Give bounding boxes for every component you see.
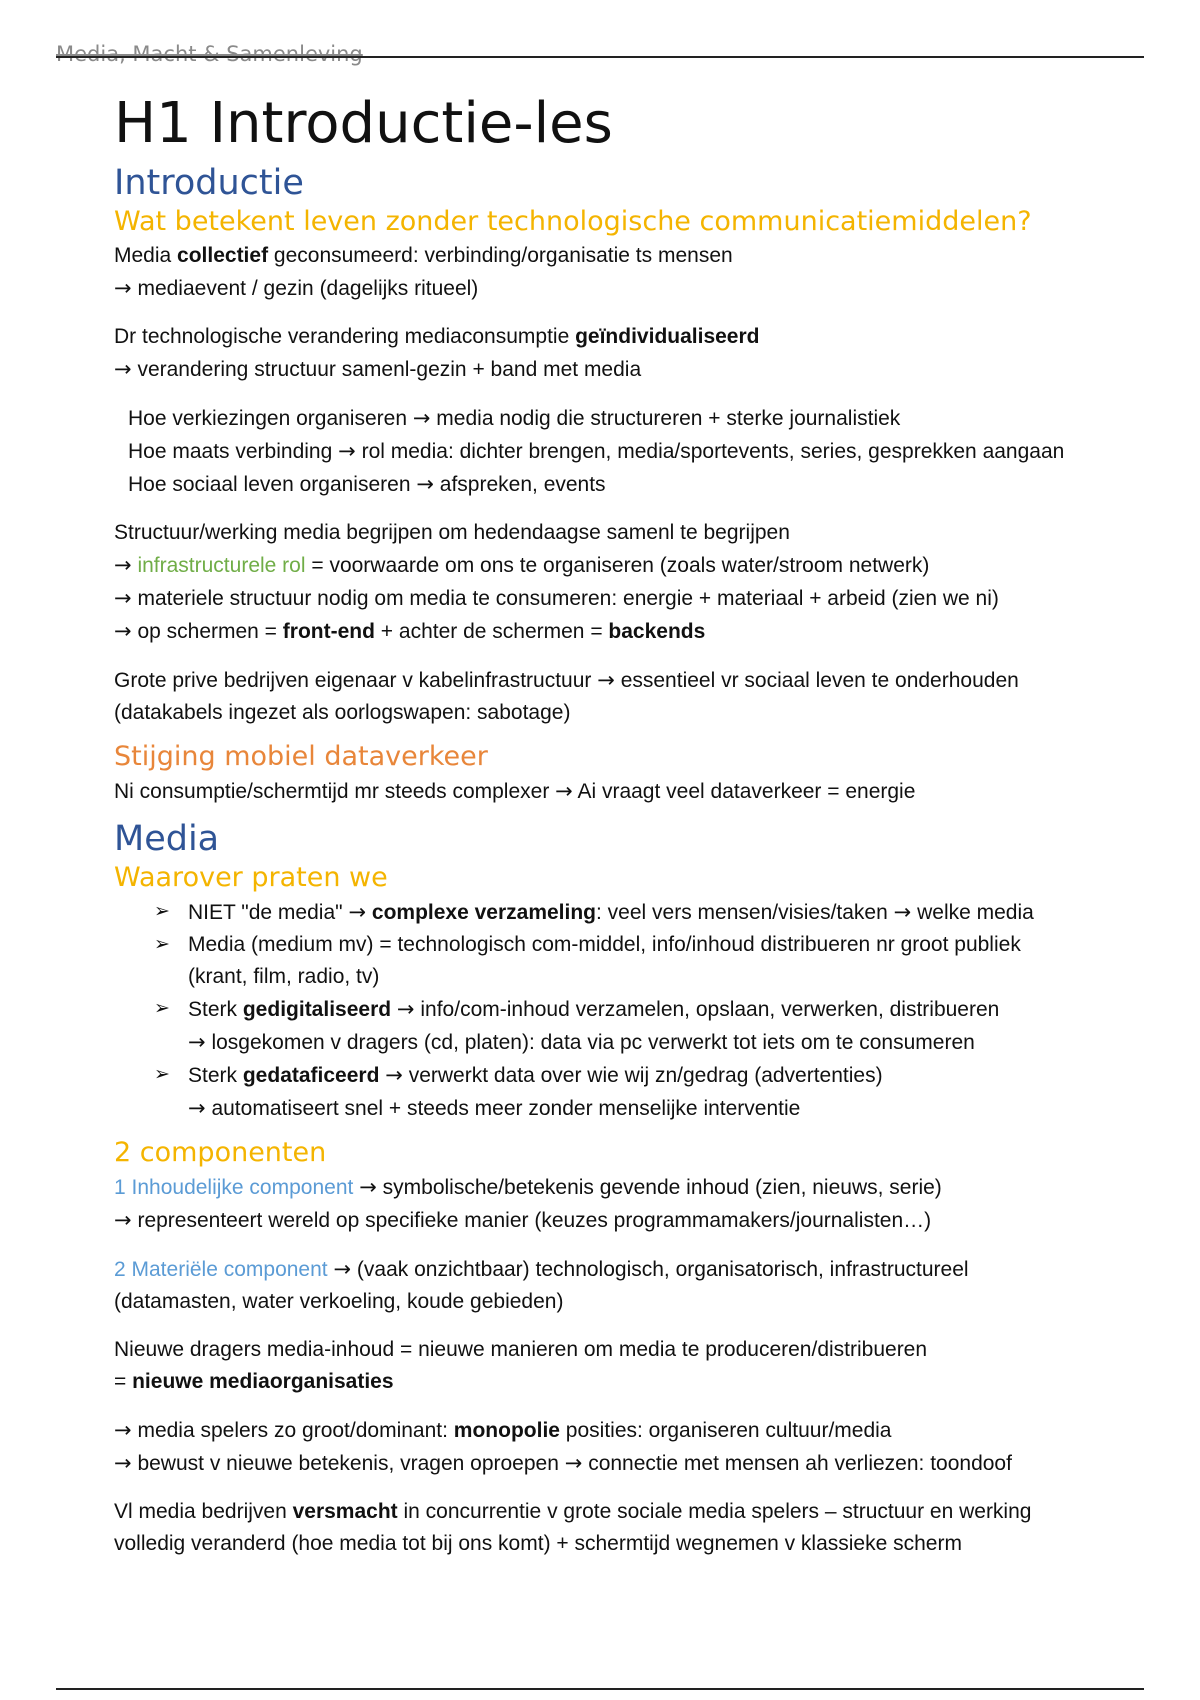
arrow-icon: →: [114, 553, 132, 577]
arrow-icon: →: [333, 1257, 352, 1281]
subheading-leven-zonder: Wat betekent leven zonder technologische communicatiemiddelen?: [114, 206, 1032, 237]
paragraph-line: → representeert wereld op specifieke manier (keuzes programmamakers/journalisten…): [114, 1208, 932, 1232]
paragraph-line: → mediaevent / gezin (dagelijks ritueel): [114, 276, 479, 300]
paragraph-line: Hoe maats verbinding → rol media: dichter brengen, media/sportevents, series, gesprekken aangaan: [128, 439, 1065, 463]
paragraph-line: → media spelers zo groot/dominant: monopolie posities: organiseren cultuur/media: [114, 1418, 892, 1442]
arrow-icon: →: [114, 619, 132, 643]
arrow-icon: →: [188, 1030, 206, 1054]
paragraph-line: Ni consumptie/schermtijd mr steeds complexer → Ai vraagt veel dataverkeer = energie: [114, 779, 916, 803]
list-item: ➢ Sterk gedataficeerd → verwerkt data over wie wij zn/gedrag (advertenties) → automatiseert snel + steeds meer zonder menselijke interventie: [154, 1059, 1134, 1125]
paragraph-line: 2 Materiële component → (vaak onzichtbaar) technologisch, organisatorisch, infrastructureel: [114, 1257, 969, 1281]
paragraph-line: (datamasten, water verkoeling, koude gebieden): [114, 1290, 564, 1313]
arrow-icon: →: [564, 1451, 583, 1475]
footer-divider: [56, 1688, 1144, 1690]
arrow-icon: →: [114, 276, 132, 300]
arrow-icon: →: [396, 997, 415, 1021]
paragraph-line: → bewust v nieuwe betekenis, vragen oproepen → connectie met mensen ah verliezen: toondoof: [114, 1451, 1012, 1475]
arrow-icon: →: [555, 779, 573, 803]
list-item: ➢ Media (medium mv) = technologisch com-middel, info/inhoud distribueren nr groot publiek (krant, film, radio, tv): [154, 929, 1134, 993]
paragraph-line: volledig veranderd (hoe media tot bij ons komt) + schermtijd wegnemen v klassieke scherm: [114, 1532, 962, 1555]
paragraph-line: Nieuwe dragers media-inhoud = nieuwe manieren om media te produceren/distribueren: [114, 1338, 928, 1361]
arrowhead-bullet-icon: ➢: [154, 1064, 170, 1085]
paragraph-line: → verandering structuur samenl-gezin + band met media: [114, 357, 642, 381]
subheading-componenten: 2 componenten: [114, 1137, 327, 1168]
paragraph-line: Vl media bedrijven versmacht in concurrentie v grote sociale media spelers – structuur en werking: [114, 1500, 1032, 1523]
paragraph-line: Grote prive bedrijven eigenaar v kabelinfrastructuur → essentieel vr sociaal leven te onderhouden: [114, 668, 1019, 692]
indented-block: [114, 402, 1134, 501]
arrow-icon: →: [188, 1096, 206, 1120]
list-item: ➢ NIET "de media" → complexe verzameling: veel vers mensen/visies/taken → welke media: [154, 896, 1134, 929]
arrow-icon: →: [348, 900, 367, 924]
running-header: Media, Macht & Samenleving: [56, 42, 363, 66]
paragraph-line: Structuur/werking media begrijpen om hedendaagse samenl te begrijpen: [114, 521, 790, 544]
arrow-icon: →: [416, 472, 434, 496]
paragraph-line: → op schermen = front-end + achter de schermen = backends: [114, 619, 706, 643]
arrow-icon: →: [114, 1451, 132, 1475]
paragraph-line: Media collectief geconsumeerd: verbinding/organisatie ts mensen: [114, 244, 733, 267]
subheading-mobiel-dataverkeer: Stijging mobiel dataverkeer: [114, 741, 488, 772]
paragraph-line: Hoe verkiezingen organiseren → media nodig die structureren + sterke journalistiek: [128, 406, 901, 430]
arrow-icon: →: [359, 1175, 377, 1199]
media-bullet-list: [114, 896, 1134, 1125]
arrowhead-bullet-icon: ➢: [154, 901, 170, 922]
paragraph-line: → infrastructurele rol = voorwaarde om ons te organiseren (zoals water/stroom netwerk): [114, 553, 930, 577]
paragraph-line: → materiele structuur nodig om media te consumeren: energie + materiaal + arbeid (zien we ni): [114, 586, 999, 610]
arrow-icon: →: [114, 586, 132, 610]
heading-introductie: Introductie: [114, 163, 304, 203]
arrow-icon: →: [893, 900, 912, 924]
paragraph-line: (datakabels ingezet als oorlogswapen: sabotage): [114, 701, 571, 724]
list-item: ➢ Sterk gedigitaliseerd → info/com-inhoud verzamelen, opslaan, verwerken, distribueren → losgekomen v dragers (cd, platen): data via pc verwerkt tot iets om te consumeren: [154, 993, 1134, 1059]
document-title: H1 Introductie-les: [114, 91, 613, 156]
paragraph-line: Hoe sociaal leven organiseren → afspreken, events: [128, 472, 606, 496]
subheading-waarover: Waarover praten we: [114, 862, 388, 893]
arrowhead-bullet-icon: ➢: [154, 934, 170, 955]
arrow-icon: →: [338, 439, 356, 463]
arrow-icon: →: [412, 406, 431, 430]
document-body: [114, 80, 1134, 1560]
heading-media: Media: [114, 819, 220, 859]
paragraph-line: Dr technologische verandering mediaconsumptie geïndividualiseerd: [114, 325, 760, 348]
paragraph-line: = nieuwe mediaorganisaties: [114, 1370, 394, 1393]
arrowhead-bullet-icon: ➢: [154, 998, 170, 1019]
header-divider: [56, 56, 1144, 58]
arrow-icon: →: [597, 668, 615, 692]
arrow-icon: →: [114, 1208, 132, 1232]
arrow-icon: →: [114, 357, 132, 381]
paragraph-line: 1 Inhoudelijke component → symbolische/betekenis gevende inhoud (zien, nieuws, serie): [114, 1175, 942, 1199]
arrow-icon: →: [114, 1418, 132, 1442]
arrow-icon: →: [385, 1063, 403, 1087]
